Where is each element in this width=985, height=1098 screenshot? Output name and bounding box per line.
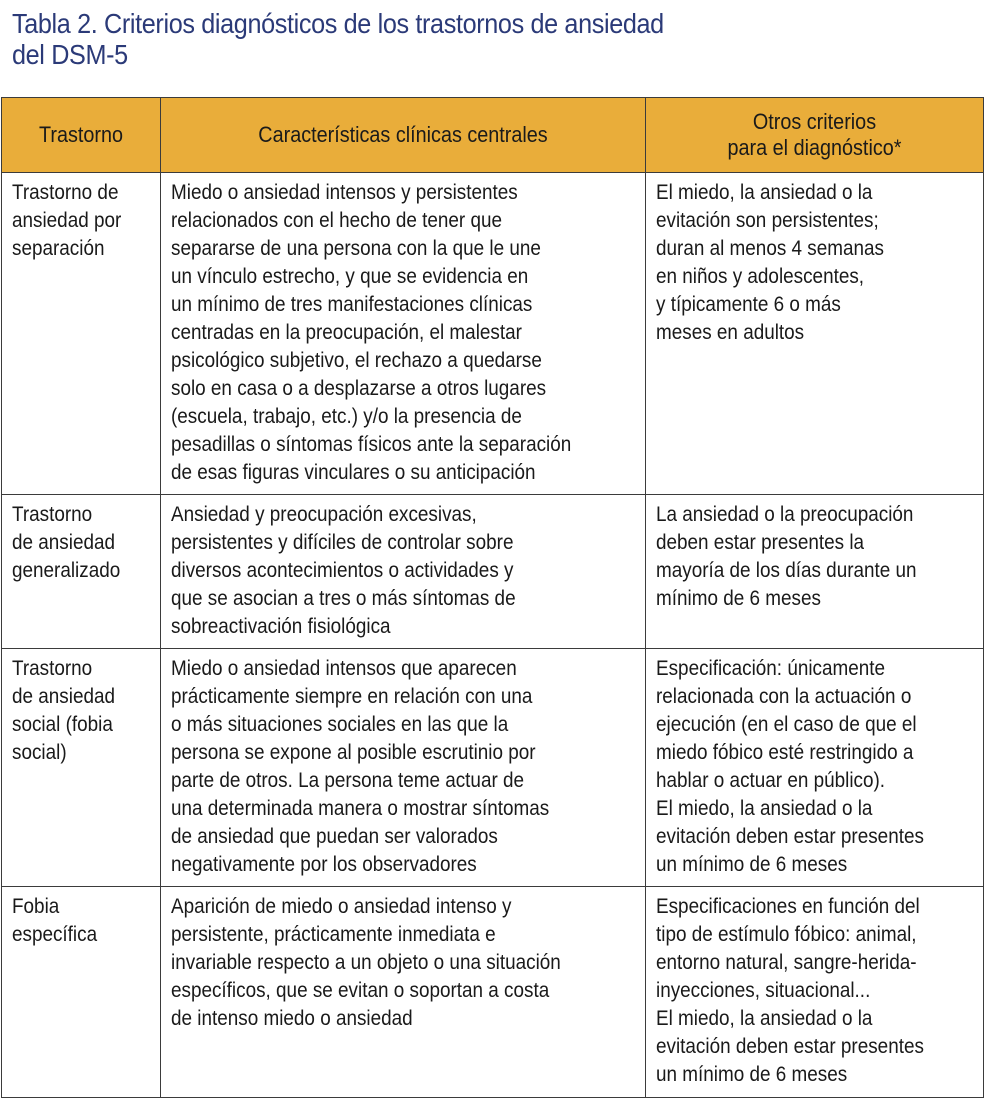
diagnostic-criteria-table (1, 97, 984, 1098)
cell-features: Ansiedad y preocupación excesivas, persistentes y difíciles de controlar sobre diversos acontecimientos o actividades y que se asocian a tres o más síntomas de sobreactivación fisiológica (161, 495, 646, 649)
table-title: Tabla 2. Criterios diagnósticos de los trastornos de ansiedad del DSM-5 (12, 8, 664, 70)
cell-criteria: El miedo, la ansiedad o la evitación son persistentes; duran al menos 4 semanas en niños y adolescentes, y típicamente 6 o más meses en adultos (646, 173, 984, 495)
cell-criteria: Especificación: únicamente relacionada con la actuación o ejecución (en el caso de que el miedo fóbico esté restringido a hablar o actuar en público). El miedo, la ansiedad o la evitación deben estar presentes un mínimo de 6 meses (646, 649, 984, 887)
header-clinical-features: Características clínicas centrales (161, 98, 646, 173)
table-header-row (2, 98, 984, 173)
cell-features: Aparición de miedo o ansiedad intenso y persistente, prácticamente inmediata e invariable respecto a un objeto o una situación específicos, que se evitan o soportan a costa de intenso miedo o ansiedad (161, 887, 646, 1098)
table-row (2, 887, 984, 1098)
cell-criteria: La ansiedad o la preocupación deben estar presentes la mayoría de los días durante un mínimo de 6 meses (646, 495, 984, 649)
cell-features: Miedo o ansiedad intensos que aparecen prácticamente siempre en relación con una o más situaciones sociales en las que la persona se expone al posible escrutinio por parte de otros. La persona teme actuar de una determinada manera o mostrar síntomas de ansiedad que puedan ser valorados negativamente por los observadores (161, 649, 646, 887)
table-row (2, 649, 984, 887)
table-row (2, 173, 984, 495)
cell-features: Miedo o ansiedad intensos y persistentes relacionados con el hecho de tener que separarse de una persona con la que le une un vínculo estrecho, y que se evidencia en un mínimo de tres manifestaciones clínicas centradas en la preocupación, el malestar psicológico subjetivo, el rechazo a quedarse solo en casa o a desplazarse a otros lugares (escuela, trabajo, etc.) y/o la presencia de pesadillas o síntomas físicos ante la separación de esas figuras vinculares o su anticipación (161, 173, 646, 495)
table-row (2, 495, 984, 649)
cell-disorder: Trastorno de ansiedad social (fobia social) (2, 649, 161, 887)
header-other-criteria: Otros criterios para el diagnóstico* (646, 98, 984, 173)
cell-disorder: Fobia específica (2, 887, 161, 1098)
header-disorder: Trastorno (2, 98, 161, 173)
cell-criteria: Especificaciones en función del tipo de estímulo fóbico: animal, entorno natural, sangre-herida- inyecciones, situacional... El miedo, la ansiedad o la evitación deben estar presentes un mínimo de 6 meses (646, 887, 984, 1098)
cell-disorder: Trastorno de ansiedad generalizado (2, 495, 161, 649)
cell-disorder: Trastorno de ansiedad por separación (2, 173, 161, 495)
